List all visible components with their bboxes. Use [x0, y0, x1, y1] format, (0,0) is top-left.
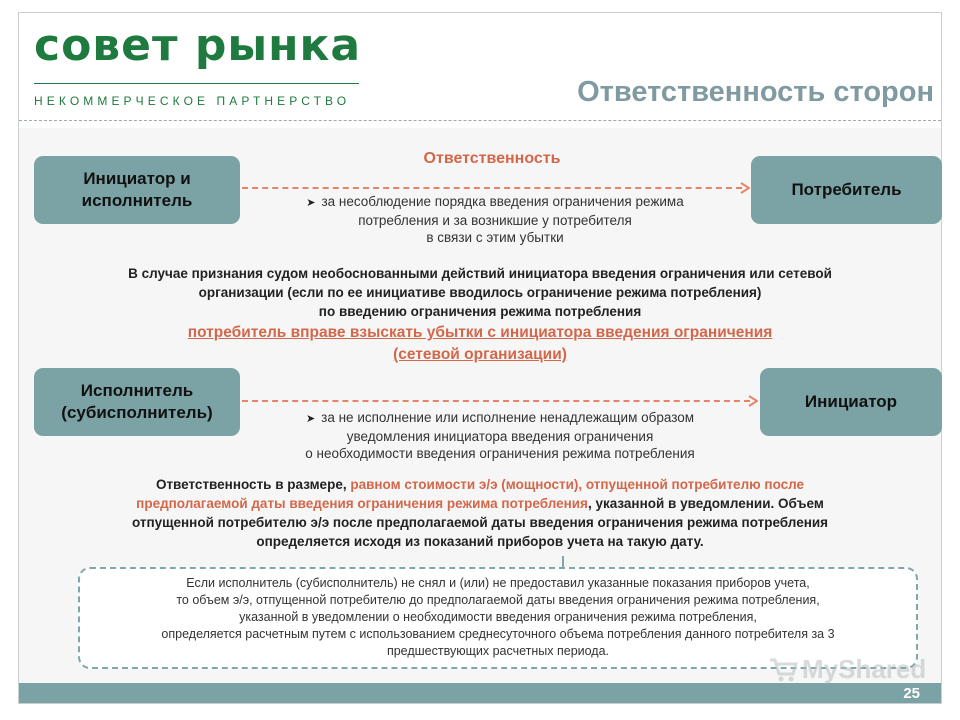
- liability-line-1: [60, 475, 900, 494]
- page-number: 25: [903, 685, 920, 702]
- liability-highlight-1: равном стоимости э/э (мощности), отпущенной потребителю после: [350, 477, 805, 492]
- watermark-text: MyShared: [802, 654, 927, 684]
- logo-subtitle: НЕКОММЕРЧЕСКОЕ ПАРТНЕРСТВО: [34, 94, 351, 108]
- note-line-1: Если исполнитель (субисполнитель) не снял и (или) не предоставил указанные показания приборов учета,: [186, 576, 810, 590]
- bullet-arrow-icon: ➤: [305, 413, 316, 425]
- executor-subexecutor-box: [34, 368, 240, 436]
- footer-bar: [19, 683, 941, 703]
- executor-subexecutor-label: Исполнитель (субисполнитель): [61, 380, 213, 422]
- liability-line-2: [60, 494, 900, 513]
- consumer-box: [751, 156, 942, 224]
- note-line-5: предшествующих расчетных периода.: [386, 644, 610, 658]
- recovery-link-line-2[interactable]: (сетевой организации): [393, 346, 567, 363]
- responsibility-arrow-2: [242, 395, 758, 407]
- initiator-executor-label: Инициатор и исполнитель: [81, 168, 193, 210]
- note-line-3: указанной в уведомлении о необходимости введения ограничения режима потребления,: [239, 610, 757, 624]
- court-line-2: организации (если по ее инициативе вводилось ограничение режима потребления): [198, 285, 762, 300]
- initiator-label: Инициатор: [804, 391, 898, 411]
- bullet-1-line-2: потребления и за возникшие у потребителя: [358, 213, 632, 228]
- liability-highlight-2: предполагаемой даты введения ограничения режима потребления: [136, 496, 588, 511]
- consumer-label: Потребитель: [791, 179, 902, 199]
- court-line-3: по введению ограничения режима потребления: [318, 304, 642, 319]
- bullet-2-line-2: уведомления инициатора введения ограничения: [346, 429, 654, 444]
- note-line-4: определяется расчетным путем с использованием среднесуточного объема потребления данного потребителя за 3: [161, 627, 835, 641]
- page-title: Ответственность сторон: [577, 76, 934, 108]
- initiator-executor-box: [34, 156, 240, 224]
- liability-line-4: определяется исходя из показаний приборов учета на такую дату.: [256, 534, 704, 549]
- logo-name: совет рынка: [34, 20, 362, 71]
- arrow-head-icon: [740, 182, 750, 194]
- cart-icon: [768, 657, 798, 683]
- watermark: [768, 654, 926, 685]
- arrow-head-icon: [748, 395, 758, 407]
- initiator-box: [760, 368, 942, 436]
- liability-line-3: отпущенной потребителю э/э после предполагаемой даты введения ограничения режима потребления: [131, 515, 829, 530]
- liability-text-1: Ответственность в размере,: [155, 477, 351, 492]
- recovery-link-line-1[interactable]: потребитель вправе взыскать убытки с инициатора введения ограничения: [187, 324, 773, 341]
- bullet-2-line-1: за не исполнение или исполнение ненадлежащим образом: [321, 410, 695, 425]
- court-paragraph: [60, 264, 900, 321]
- bullet-1-line-1: за несоблюдение порядка введения ограничения режима: [321, 194, 684, 209]
- bullet-arrow-icon: ➤: [306, 197, 316, 209]
- logo-divider: [34, 83, 359, 84]
- header-divider: [19, 120, 941, 121]
- liability-paragraph: [60, 475, 900, 551]
- bullet-2-line-3: о необходимости введения ограничения режима потребления: [305, 446, 695, 461]
- note-line-2: то объем э/э, отпущенной потребителю до предполагаемой даты введения ограничения режима потребления,: [176, 593, 820, 607]
- bullet-1-line-3: в связи с этим убытки: [426, 230, 564, 245]
- liability-text-2: , указанной в уведомлении. Объем: [587, 496, 824, 511]
- section-title-responsibility: Ответственность: [423, 150, 561, 167]
- bullet-block-2: [250, 409, 750, 462]
- bullet-block-1: [250, 193, 740, 246]
- note-text: [90, 575, 906, 660]
- court-line-1: В случае признания судом необоснованными действий инициатора введения ограничения или сетевой: [128, 266, 832, 281]
